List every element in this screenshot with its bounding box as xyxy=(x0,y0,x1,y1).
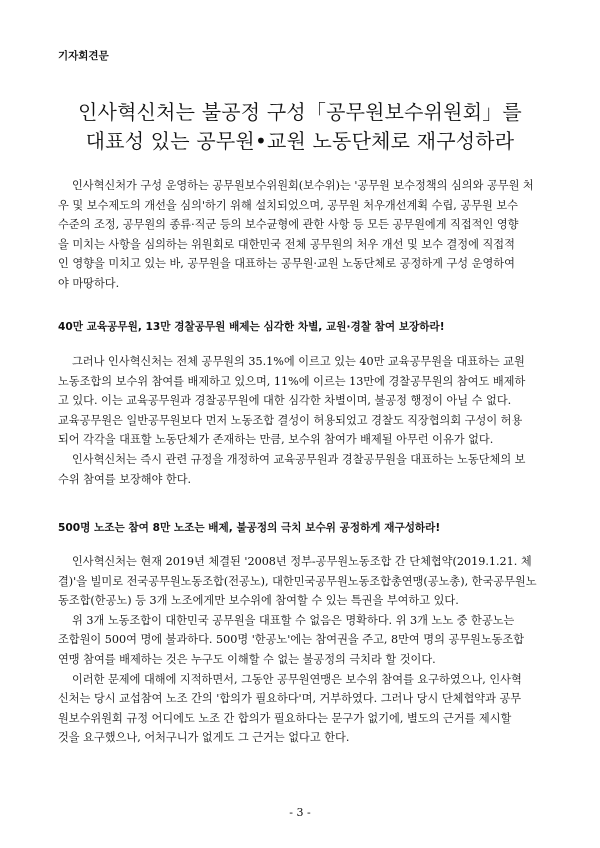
text-line: 것을 요구했으나, 어처구니가 없게도 그 근거는 없다고 한다. xyxy=(58,731,350,745)
page-number: - 3 - xyxy=(289,806,311,819)
text-line: 수위 참여를 보장해야 한다. xyxy=(58,472,192,486)
title-line-1: 인사혁신처는 불공정 구성「공무원보수위원회」를 xyxy=(78,100,522,124)
text-line: 조합원이 500여 명에 불과하다. 500명 '한공노'에는 참여권을 주고, 8만여 명의 공무원노동조합 xyxy=(58,633,525,647)
text-line: 연맹 참여를 배제하는 것은 누구도 이해할 수 없는 불공정의 극치라 할 것이다. xyxy=(58,652,436,666)
text-line: 위 3개 노동조합이 대한민국 공무원을 대표할 수 없음은 명확하다. 위 3개 노노 중 한공노는 xyxy=(72,613,515,627)
text-line: 고 있다. 이는 교육공무원과 경찰공무원에 대한 심각한 차별이며, 불공정 행정이 아닐 수 없다. xyxy=(58,394,512,408)
text-line: 신처는 당시 교섭참여 노조 간의 '합의가 필요하다'며, 거부하였다. 그러나 당시 단체협약과 공무 xyxy=(58,692,522,706)
text-line: 인 영향을 미치고 있는 바, 공무원을 대표하는 공무원·교원 노동단체로 공정하게 구성 운영하여 xyxy=(58,257,515,271)
text-line: 수준의 조정, 공무원의 종류·직군 등의 보수균형에 관한 사항 등 모든 공무원에게 직접적인 영향 xyxy=(58,218,519,232)
text-line: 이러한 문제에 대해에 지적하면서, 그동안 공무원연맹은 보수위 참여를 요구하였으나, 인사혁 xyxy=(72,672,522,686)
text-line: 원보수위원회 규정 어디에도 노조 간 합의가 필요하다는 문구가 없기에, 별도의 근거를 제시할 xyxy=(58,711,512,725)
intro-paragraph xyxy=(58,176,544,294)
text-line: 을 미치는 사항을 심의하는 위원회로 대한민국 전체 공무원의 처우 개선 및 보수 결정에 직접적 xyxy=(58,237,515,251)
text-line: 노동조합의 보수위 참여를 배제하고 있으며, 11%에 이르는 13만에 경찰공무원의 참여도 배제하 xyxy=(58,374,526,388)
section-1-paragraph xyxy=(58,352,544,489)
text-line: 교육공무원은 일반공무원보다 먼저 노동조합 결성이 허용되었고 경찰도 직장협의회 구성이 허용 xyxy=(58,413,523,427)
text-line: 인사혁신처는 즉시 관련 규정을 개정하여 교육공무원과 경찰공무원을 대표하는 노동단체의 보 xyxy=(72,452,526,466)
section-heading-1: 40만 교육공무원, 13만 경찰공무원 배제는 심각한 차별, 교원·경찰 참여 보장하라! xyxy=(58,321,445,333)
text-line: 인사혁신처는 현재 2019년 체결된 '2008년 정부-공무원노동조합 간 단체협약(2019.1.21. 체 xyxy=(72,555,532,568)
text-line: 동조합(한공노) 등 3개 노조에게만 보수위에 참여할 수 있는 특권을 부여하고 있다. xyxy=(58,594,459,608)
text-line: 인사혁신처가 구성 운영하는 공무원보수위원회(보수위)는 '공무원 보수정책의 심의와 공무원 처 xyxy=(72,179,534,192)
title-line-2: 대표성 있는 공무원•교원 노동단체로 재구성하라 xyxy=(85,129,515,153)
document-label: 기자회견문 xyxy=(58,50,109,62)
text-line: 그러나 인사혁신처는 전체 공무원의 35.1%에 이르고 있는 40만 교육공무원을 대표하는 교원 xyxy=(72,355,525,368)
text-line: 결)'을 빌미로 전국공무원노동조합(전공노), 대한민국공무원노동조합총연맹(공노총), 한국공무원노 xyxy=(58,574,537,588)
section-2-paragraph xyxy=(58,552,544,748)
section-heading-2: 500명 노조는 참여 8만 노조는 배제, 불공정의 극치 보수위 공정하게 재구성하라! xyxy=(58,522,441,534)
text-line: 되어 각각을 대표할 노동단체가 존재하는 만큼, 보수위 참여가 배제될 아무런 이유가 없다. xyxy=(58,433,494,447)
text-line: 우 및 보수제도의 개선을 심의'하기 위해 설치되었으며, 공무원 처우개선계획 수립, 공무원 보수 xyxy=(58,198,518,212)
text-line: 야 마땅하다. xyxy=(58,276,120,290)
